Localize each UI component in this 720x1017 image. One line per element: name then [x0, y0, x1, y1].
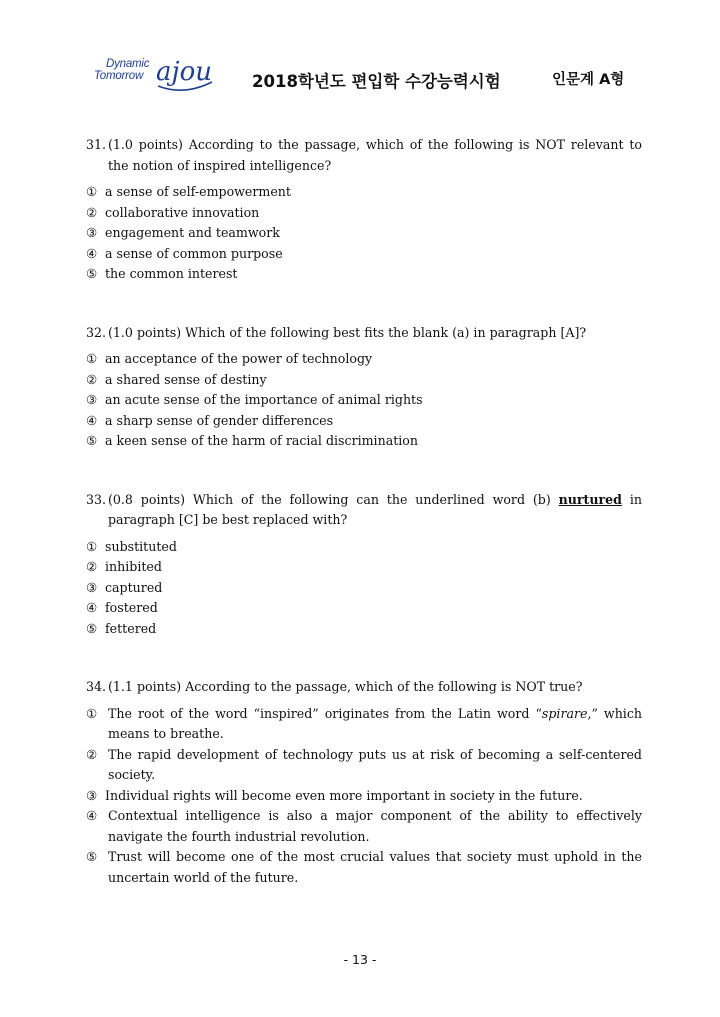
- option-text: Individual rights will become even more important in society in the future.: [105, 787, 583, 803]
- option-5[interactable]: [86, 264, 642, 285]
- option-5[interactable]: [86, 431, 642, 452]
- option-text: engagement and teamwork: [105, 225, 280, 240]
- option-mark: ①: [86, 184, 98, 199]
- question-text: (1.1 points) According to the passage, which of the following is NOT true?: [108, 679, 583, 694]
- option-text-italic: spirare: [541, 705, 588, 721]
- option-mark: ⑤: [86, 620, 98, 636]
- option-3[interactable]: [86, 578, 642, 599]
- option-text: a keen sense of the harm of racial discrimination: [105, 433, 418, 448]
- option-mark: ③: [86, 787, 98, 803]
- option-1[interactable]: [86, 349, 642, 370]
- option-text: a sharp sense of gender differences: [105, 412, 334, 428]
- option-4[interactable]: [86, 598, 642, 619]
- option-mark: ④: [86, 412, 98, 428]
- option-mark: ②: [86, 746, 98, 762]
- option-text: [105, 704, 642, 745]
- question-31: [86, 135, 642, 285]
- option-text: captured: [105, 579, 163, 595]
- option-text: Trust will become one of the most crucial values that society must uphold in the uncertain world of the future.: [108, 849, 642, 885]
- question-stem: [86, 323, 642, 344]
- question-34: [86, 677, 642, 888]
- option-mark: ④: [86, 808, 98, 823]
- university-logo: [94, 52, 212, 100]
- exam-title: 2018학년도 편입학 수강능력시험: [252, 72, 501, 91]
- option-mark: ③: [86, 579, 98, 595]
- option-mark: ④: [86, 600, 98, 615]
- page-number: - 13 -: [343, 952, 377, 967]
- option-text: substituted: [105, 538, 177, 554]
- question-number: 33.: [86, 491, 107, 507]
- option-list: [86, 704, 642, 889]
- option-mark: ⑤: [86, 433, 98, 448]
- option-2[interactable]: [86, 557, 642, 578]
- question-text: (1.0 points) According to the passage, which of the following is NOT relevant to the notion of inspired intelligence?: [108, 137, 642, 173]
- question-list: [86, 135, 642, 888]
- logo-line-1: Dynamic: [106, 58, 150, 70]
- option-list: [86, 537, 642, 640]
- option-list: [86, 182, 642, 285]
- option-list: [86, 349, 642, 452]
- option-text: inhibited: [105, 559, 162, 574]
- option-mark: ①: [86, 705, 98, 721]
- option-5[interactable]: [86, 619, 642, 640]
- option-4[interactable]: [86, 244, 642, 265]
- option-3[interactable]: [86, 223, 642, 244]
- option-text: fettered: [105, 620, 157, 636]
- option-mark: ⑤: [86, 266, 98, 281]
- exam-type-label: 인문계 A형: [552, 72, 625, 88]
- option-text-after: ,” which means to breathe.: [108, 705, 642, 741]
- option-text: Contextual intelligence is also a major component of the ability to effectively navigate the fourth industrial revolution.: [108, 808, 642, 844]
- question-33: [86, 490, 642, 640]
- logo-mark-icon: [154, 52, 216, 96]
- option-mark: ②: [86, 559, 98, 574]
- option-text: the common interest: [105, 266, 238, 281]
- option-text: an acceptance of the power of technology: [105, 351, 373, 366]
- option-1[interactable]: [86, 182, 642, 203]
- option-text: a shared sense of destiny: [105, 371, 267, 387]
- option-mark: ③: [86, 225, 98, 240]
- option-text: a sense of self-empowerment: [105, 184, 291, 199]
- question-number: 31.: [86, 137, 107, 152]
- question-number: 34.: [86, 679, 107, 694]
- option-3[interactable]: [86, 390, 642, 411]
- option-mark: ①: [86, 351, 98, 366]
- option-text: fostered: [105, 600, 158, 615]
- question-text: [108, 490, 642, 531]
- question-text-before: (0.8 points) Which of the following can the underlined word (b): [108, 491, 559, 507]
- option-mark: ①: [86, 538, 98, 554]
- option-text: The rapid development of technology puts us at risk of becoming a self-centered society.: [108, 746, 642, 782]
- option-mark: ②: [86, 204, 98, 220]
- question-text-after: in paragraph [C] be best replaced with?: [108, 491, 642, 527]
- option-mark: ⑤: [86, 849, 98, 864]
- option-2[interactable]: [86, 745, 642, 786]
- option-mark: ④: [86, 245, 98, 261]
- page-header: [0, 0, 720, 110]
- option-text: a sense of common purpose: [105, 245, 283, 261]
- question-number: 32.: [86, 324, 107, 340]
- option-2[interactable]: [86, 370, 642, 391]
- question-text: (1.0 points) Which of the following best fits the blank (a) in paragraph [A]?: [108, 324, 587, 340]
- option-1[interactable]: [86, 537, 642, 558]
- option-mark: ③: [86, 392, 98, 407]
- option-mark: ②: [86, 371, 98, 387]
- option-text: an acute sense of the importance of animal rights: [105, 392, 423, 407]
- logo-line-2: Tomorrow: [94, 70, 144, 82]
- option-4[interactable]: [86, 806, 642, 847]
- question-stem: [86, 490, 642, 531]
- question-stem: [86, 677, 642, 698]
- question-32: [86, 323, 642, 452]
- option-text: collaborative innovation: [105, 204, 260, 220]
- underlined-word: nurtured: [558, 491, 622, 507]
- question-stem: [86, 135, 642, 176]
- option-3[interactable]: [86, 786, 642, 807]
- option-1[interactable]: [86, 704, 642, 745]
- option-text-before: The root of the word “inspired” originates from the Latin word “: [108, 705, 542, 721]
- option-4[interactable]: [86, 411, 642, 432]
- logo-mark-text: ajou: [156, 57, 212, 87]
- option-5[interactable]: [86, 847, 642, 888]
- option-2[interactable]: [86, 203, 642, 224]
